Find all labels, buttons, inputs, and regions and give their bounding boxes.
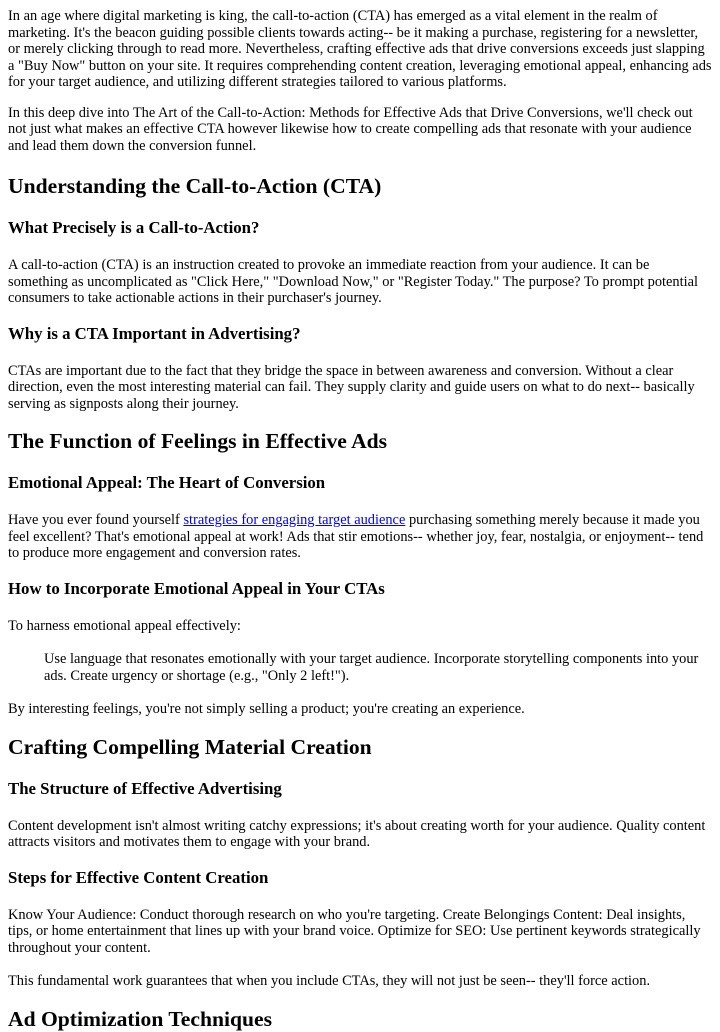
subheading-what-is-cta: What Precisely is a Call-to-Action? [8,218,260,237]
subheading-incorporate-emotional-appeal: How to Incorporate Emotional Appeal in Your CTAs [8,578,385,598]
subheading-structure-advertising: The Structure of Effective Advertising [8,778,282,798]
subheading-emotional-appeal: Emotional Appeal: The Heart of Conversion [8,473,326,492]
subheading-why-cta-important: Why is a CTA Important in Advertising? [8,323,301,343]
section-heading-material-creation: Crafting Compelling Material Creation [8,734,372,759]
paragraph-selling-experience: By interesting feelings, you're not simply selling a product; you're creating an experience. [8,701,525,717]
subheading-content-steps: Steps for Effective Content Creation [8,867,269,887]
paragraph-what-is-cta: A call-to-action (CTA) is an instruction created to provoke an immediate reaction from your audience. It can be something as uncomplicated as "Click Here," "Download Now," or "Register Today." The purpose? To prompt potential consumers to take actionable actions in their purchaser's journey. [8,257,698,306]
article [0,8,720,1032]
paragraph-fundamental-work: This fundamental work guarantees that when you include CTAs, they will not just be seen-- they'll force action. [8,973,651,989]
section-heading-ad-optimization: Ad Optimization Techniques [8,1006,272,1031]
section-heading-feelings: The Function of Feelings in Effective Ads [8,429,388,453]
paragraph-why-cta-important: CTAs are important due to the fact that they bridge the space in between awareness and conversion. Without a clear direction, even the most interesting material can fail. They supply clarity and guide users on what to do next-- basically serving as signposts along their journey. [8,362,695,412]
paragraph-text-after-link: purchasing something merely because it made you feel excellent? That's emotional appeal at work! Ads that stir emotions-- whether joy, fear, nostalgia, or enjoyment-- tend to produce more engagement and conversion rates. [8,512,704,561]
paragraph-emotional-appeal [8,512,712,562]
paragraph-harness-emotional-appeal: To harness emotional appeal effectively: [8,617,241,634]
strategies-link[interactable]: strategies for engaging target audience [183,512,406,528]
paragraph-text-before-link: Have you ever found yourself [8,512,184,528]
section-heading-understanding-cta: Understanding the Call-to-Action (CTA) [8,174,382,198]
emotional-appeal-tips-quote: Use language that resonates emotionally with your target audience. Incorporate storytelling components into your ads. Create urgency or shortage (e.g., "Only 2 left!"). [44,651,699,684]
intro-paragraph-2: In this deep dive into The Art of the Call-to-Action: Methods for Effective Ads that Drive Conversions, we'll check out not just what makes an effective CTA however likewise how to create compelling ads that resonate with your audience and lead them down the conversion funnel. [8,104,693,154]
intro-paragraph-1: In an age where digital marketing is king, the call-to-action (CTA) has emerged as a vital element in the realm of marketing. It's the beacon guiding possible clients towards acting-- be it making a purchase, registering for a newsletter, or merely clicking through to read more. Nevertheless, crafting effective ads that drive conversions exceeds just slapping a "Buy Now" button on your site. It requires comprehending content creation, leveraging emotional appeal, enhancing ads for your target audience, and utilizing different strategies tailored to various platforms. [8,8,712,90]
paragraph-content-steps: Know Your Audience: Conduct thorough research on who you're targeting. Create Belongings Content: Deal insights, tips, or home entertainment that lines up with your brand voice. Optimize for SEO: Use pertinent keywords strategically throughout your content. [8,906,701,956]
paragraph-structure-advertising: Content development isn't almost writing catchy expressions; it's about creating worth for your audience. Quality content attracts visitors and motivates them to engage with your brand. [8,817,706,850]
